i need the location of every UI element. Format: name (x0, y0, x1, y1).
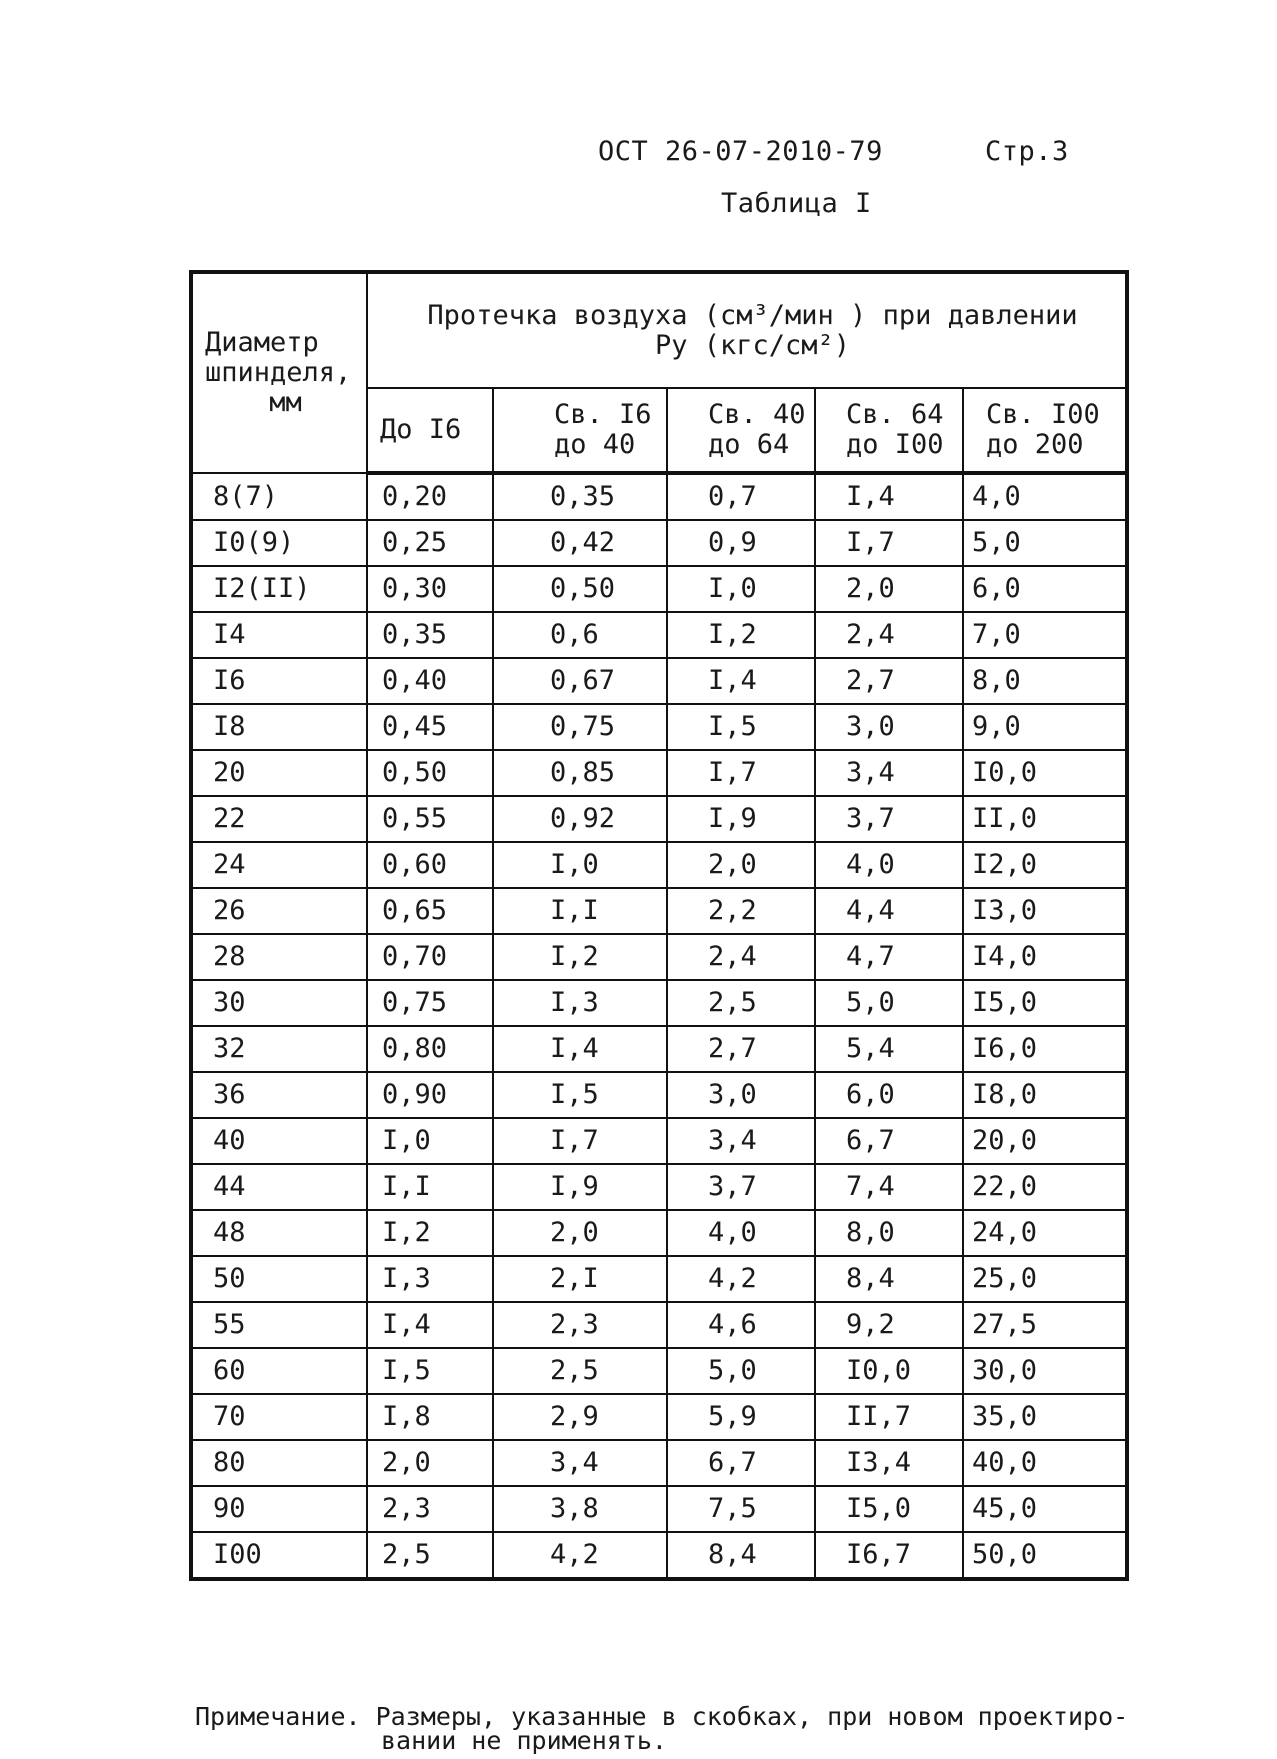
diameter-header-unit: мм (269, 386, 302, 418)
diameter-header-line-1: Диаметр (205, 327, 319, 359)
leakage-value-cell: 2,5 (367, 1532, 493, 1579)
leakage-value-cell: 3,7 (815, 796, 963, 842)
leakage-value-cell: 4,0 (815, 842, 963, 888)
leakage-value-cell: 0,55 (367, 796, 493, 842)
table-body (191, 473, 1127, 1579)
table-row (191, 1302, 1127, 1348)
leakage-value-cell: 3,8 (493, 1486, 667, 1532)
leakage-value-cell: 6,7 (667, 1440, 815, 1486)
leakage-value-cell: 2,0 (493, 1210, 667, 1256)
table-row (191, 1072, 1127, 1118)
pressure-range-line-1: Св. 40 (708, 399, 806, 431)
leakage-value-cell: I,4 (367, 1302, 493, 1348)
diameter-cell: 50 (191, 1256, 367, 1302)
leakage-value-cell: 2,4 (815, 612, 963, 658)
leakage-value-cell: 2,I (493, 1256, 667, 1302)
leakage-value-cell: I,0 (367, 1118, 493, 1164)
note-line-1: Примечание. Размеры, указанные в скобках, при новом проектиро- (195, 1702, 1129, 1731)
leakage-value-cell: I,3 (493, 980, 667, 1026)
table-row (191, 1164, 1127, 1210)
leakage-value-cell: 2,0 (815, 566, 963, 612)
table-row (191, 1118, 1127, 1164)
table-row (191, 1394, 1127, 1440)
diameter-cell: 70 (191, 1394, 367, 1440)
diameter-cell: I6 (191, 658, 367, 704)
leakage-value-cell: 0,9 (667, 520, 815, 566)
leakage-value-cell: 3,4 (667, 1118, 815, 1164)
pressure-range-line-2: до 40 (554, 429, 636, 460)
leakage-value-cell: 2,3 (367, 1486, 493, 1532)
leakage-value-cell: I,4 (493, 1026, 667, 1072)
pressure-range-line-2: до 64 (708, 429, 790, 460)
leakage-value-cell: 2,5 (667, 980, 815, 1026)
leakage-value-cell: I0,0 (963, 750, 1127, 796)
table-row (191, 520, 1127, 566)
leakage-value-cell: 2,2 (667, 888, 815, 934)
leakage-value-cell: I,2 (367, 1210, 493, 1256)
diameter-cell: 30 (191, 980, 367, 1026)
leakage-value-cell: I,5 (367, 1348, 493, 1394)
diameter-cell: I2(II) (191, 566, 367, 612)
leakage-value-cell: 6,7 (815, 1118, 963, 1164)
table-row (191, 1440, 1127, 1486)
table-row (191, 612, 1127, 658)
leakage-value-cell: 8,4 (667, 1532, 815, 1579)
pressure-range-line-1: До I6 (380, 414, 462, 446)
leakage-value-cell: 6,0 (963, 566, 1127, 612)
leakage-value-cell: I,3 (367, 1256, 493, 1302)
diameter-column-header (191, 272, 367, 473)
diameter-cell: 44 (191, 1164, 367, 1210)
note-line-2: вании не применять. (381, 1725, 667, 1755)
diameter-cell: 20 (191, 750, 367, 796)
page-number: Стр.3 (985, 136, 1069, 167)
diameter-header-line-2: шпинделя, (205, 357, 352, 389)
leakage-value-cell: II,0 (963, 796, 1127, 842)
leakage-value-cell: 8,0 (963, 658, 1127, 704)
leakage-value-cell: 50,0 (963, 1532, 1127, 1579)
table-row (191, 1210, 1127, 1256)
table-row (191, 796, 1127, 842)
leakage-value-cell: 20,0 (963, 1118, 1127, 1164)
diameter-cell: 24 (191, 842, 367, 888)
leakage-value-cell: I3,0 (963, 888, 1127, 934)
pressure-range-header (367, 388, 493, 473)
leakage-value-cell: I2,0 (963, 842, 1127, 888)
leakage-value-cell: 7,4 (815, 1164, 963, 1210)
leakage-value-cell: 0,65 (367, 888, 493, 934)
leakage-value-cell: 27,5 (963, 1302, 1127, 1348)
leakage-value-cell: I,5 (493, 1072, 667, 1118)
leakage-value-cell: 2,9 (493, 1394, 667, 1440)
diameter-cell: 80 (191, 1440, 367, 1486)
leakage-header-line-2: Ру (кгс/см²) (654, 329, 851, 361)
leakage-value-cell: 2,3 (493, 1302, 667, 1348)
diameter-cell: I4 (191, 612, 367, 658)
leakage-header-line-1: Протечка воздуха (см³/мин ) при давлении (427, 299, 1078, 331)
pressure-range-line-1: Св. 64 (846, 399, 944, 431)
leakage-value-cell: 35,0 (963, 1394, 1127, 1440)
leakage-value-cell: 0,75 (367, 980, 493, 1026)
diameter-cell: 22 (191, 796, 367, 842)
pressure-range-header (667, 388, 815, 473)
leakage-value-cell: I,2 (667, 612, 815, 658)
leakage-value-cell: 2,0 (367, 1440, 493, 1486)
leakage-value-cell: 30,0 (963, 1348, 1127, 1394)
leakage-value-cell: 0,30 (367, 566, 493, 612)
leakage-value-cell: I6,0 (963, 1026, 1127, 1072)
leakage-value-cell: 0,35 (493, 473, 667, 520)
table-note (195, 1702, 1129, 1755)
leakage-value-cell: 7,0 (963, 612, 1127, 658)
leakage-value-cell: 4,7 (815, 934, 963, 980)
table-row (191, 934, 1127, 980)
leakage-value-cell: 0,80 (367, 1026, 493, 1072)
leakage-value-cell: I,9 (667, 796, 815, 842)
leakage-value-cell: I,8 (367, 1394, 493, 1440)
leakage-value-cell: I8,0 (963, 1072, 1127, 1118)
leakage-value-cell: 0,90 (367, 1072, 493, 1118)
leakage-value-cell: 25,0 (963, 1256, 1127, 1302)
leakage-value-cell: 7,5 (667, 1486, 815, 1532)
pressure-range-header (815, 388, 963, 473)
diameter-cell: 55 (191, 1302, 367, 1348)
leakage-value-cell: I,4 (667, 658, 815, 704)
leakage-value-cell: 2,4 (667, 934, 815, 980)
leakage-value-cell: I3,4 (815, 1440, 963, 1486)
leakage-value-cell: 5,0 (963, 520, 1127, 566)
leakage-value-cell: I,0 (493, 842, 667, 888)
leakage-value-cell: 4,4 (815, 888, 963, 934)
pressure-range-line-1: Св. I6 (554, 399, 652, 431)
leakage-table (189, 270, 1129, 1581)
pressure-range-header (963, 388, 1127, 473)
diameter-cell: 36 (191, 1072, 367, 1118)
leakage-value-cell: 0,85 (493, 750, 667, 796)
leakage-value-cell: 3,4 (815, 750, 963, 796)
leakage-value-cell: I4,0 (963, 934, 1127, 980)
leakage-value-cell: I,0 (667, 566, 815, 612)
leakage-value-cell: 0,42 (493, 520, 667, 566)
leakage-value-cell: I,7 (815, 520, 963, 566)
leakage-value-cell: I,2 (493, 934, 667, 980)
leakage-value-cell: I0,0 (815, 1348, 963, 1394)
document-code: ОСТ 26-07-2010-79 (598, 136, 883, 167)
leakage-value-cell: II,7 (815, 1394, 963, 1440)
table-row (191, 1026, 1127, 1072)
leakage-value-cell: I5,0 (963, 980, 1127, 1026)
pressure-range-line-2: до I00 (846, 429, 944, 460)
leakage-value-cell: 0,67 (493, 658, 667, 704)
diameter-cell: 48 (191, 1210, 367, 1256)
table-row (191, 1348, 1127, 1394)
leakage-value-cell: 0,20 (367, 473, 493, 520)
table-row (191, 658, 1127, 704)
leakage-value-cell: I,4 (815, 473, 963, 520)
leakage-value-cell: 4,0 (667, 1210, 815, 1256)
leakage-value-cell: I,5 (667, 704, 815, 750)
table-row (191, 750, 1127, 796)
leakage-value-cell: 2,5 (493, 1348, 667, 1394)
leakage-value-cell: 0,92 (493, 796, 667, 842)
leakage-value-cell: I,I (367, 1164, 493, 1210)
table-title: Таблица I (721, 188, 872, 219)
leakage-value-cell: 3,0 (667, 1072, 815, 1118)
diameter-cell: I00 (191, 1532, 367, 1579)
leakage-value-cell: 3,4 (493, 1440, 667, 1486)
diameter-cell: 60 (191, 1348, 367, 1394)
leakage-value-cell: 4,6 (667, 1302, 815, 1348)
leakage-value-cell: 4,2 (667, 1256, 815, 1302)
table-row (191, 842, 1127, 888)
leakage-value-cell: 0,6 (493, 612, 667, 658)
diameter-cell: I0(9) (191, 520, 367, 566)
leakage-value-cell: 4,0 (963, 473, 1127, 520)
leakage-value-cell: I,9 (493, 1164, 667, 1210)
leakage-value-cell: 22,0 (963, 1164, 1127, 1210)
leakage-value-cell: I,I (493, 888, 667, 934)
leakage-value-cell: 9,0 (963, 704, 1127, 750)
leakage-value-cell: 2,0 (667, 842, 815, 888)
leakage-value-cell: 0,60 (367, 842, 493, 888)
leakage-value-cell: I5,0 (815, 1486, 963, 1532)
leakage-value-cell: 4,2 (493, 1532, 667, 1579)
leakage-value-cell: 0,50 (367, 750, 493, 796)
table-row (191, 1256, 1127, 1302)
leakage-value-cell: 8,0 (815, 1210, 963, 1256)
leakage-value-cell: 2,7 (667, 1026, 815, 1072)
leakage-value-cell: 45,0 (963, 1486, 1127, 1532)
leakage-value-cell: 3,7 (667, 1164, 815, 1210)
pressure-range-line-1: Св. I00 (986, 399, 1100, 431)
table-row (191, 1532, 1127, 1579)
leakage-value-cell: 6,0 (815, 1072, 963, 1118)
leakage-value-cell: 0,7 (667, 473, 815, 520)
leakage-value-cell: 40,0 (963, 1440, 1127, 1486)
leakage-group-header (367, 272, 1127, 388)
leakage-value-cell: 0,40 (367, 658, 493, 704)
leakage-value-cell: 5,0 (815, 980, 963, 1026)
pressure-range-line-2: до 200 (986, 429, 1084, 460)
leakage-value-cell: 0,45 (367, 704, 493, 750)
leakage-value-cell: 2,7 (815, 658, 963, 704)
leakage-value-cell: 5,0 (667, 1348, 815, 1394)
leakage-value-cell: 0,75 (493, 704, 667, 750)
diameter-cell: 32 (191, 1026, 367, 1072)
diameter-cell: 90 (191, 1486, 367, 1532)
leakage-value-cell: 0,35 (367, 612, 493, 658)
diameter-cell: 40 (191, 1118, 367, 1164)
table-row (191, 566, 1127, 612)
table-row (191, 473, 1127, 520)
leakage-value-cell: I,7 (667, 750, 815, 796)
leakage-value-cell: 0,50 (493, 566, 667, 612)
diameter-cell: I8 (191, 704, 367, 750)
leakage-value-cell: 5,4 (815, 1026, 963, 1072)
diameter-cell: 26 (191, 888, 367, 934)
table-row (191, 1486, 1127, 1532)
pressure-range-header (493, 388, 667, 473)
leakage-value-cell: 0,25 (367, 520, 493, 566)
leakage-value-cell: 5,9 (667, 1394, 815, 1440)
diameter-cell: 28 (191, 934, 367, 980)
table-row (191, 980, 1127, 1026)
leakage-value-cell: I,7 (493, 1118, 667, 1164)
leakage-value-cell: 0,70 (367, 934, 493, 980)
leakage-value-cell: 24,0 (963, 1210, 1127, 1256)
leakage-value-cell: I6,7 (815, 1532, 963, 1579)
leakage-value-cell: 3,0 (815, 704, 963, 750)
leakage-value-cell: 9,2 (815, 1302, 963, 1348)
table-row (191, 888, 1127, 934)
table-row (191, 704, 1127, 750)
diameter-cell: 8(7) (191, 473, 367, 520)
leakage-value-cell: 8,4 (815, 1256, 963, 1302)
